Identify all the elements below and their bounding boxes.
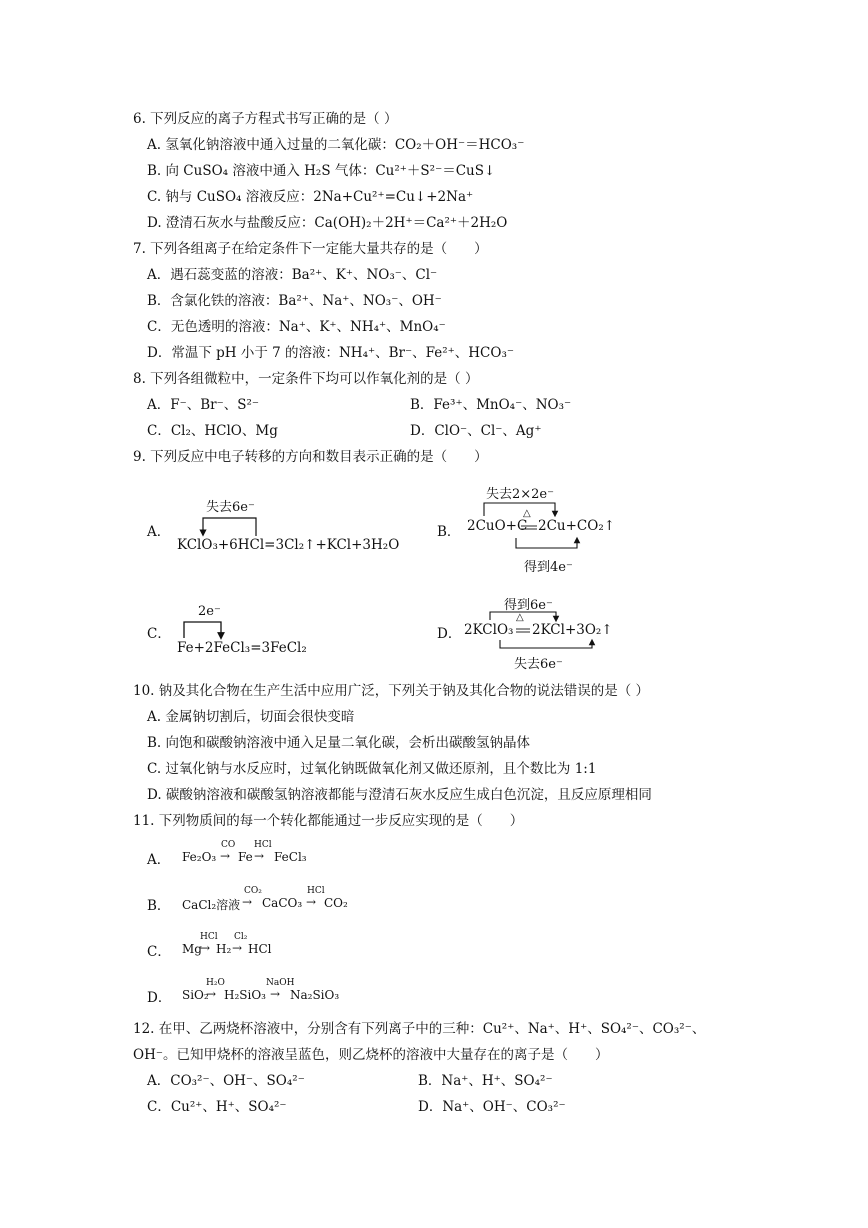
q7-option-a: A．遇石蕊变蓝的溶液：Ba²⁺、K⁺、NO₃⁻、Cl⁻	[147, 267, 438, 283]
q9-b-top-arrow	[484, 503, 555, 516]
q10-option-d: D. 碳酸钠溶液和碳酸氢钠溶液都能与澄清石灰水反应生成白色沉淀，且反应原理相同	[147, 787, 652, 803]
q9-d-top-annotation: 得到6e⁻	[504, 598, 553, 613]
q12-option-d: D．Na⁺、OH⁻、CO₃²⁻	[418, 1099, 566, 1115]
q9-stem: 9. 下列反应中电子转移的方向和数目表示正确的是（ ）	[133, 449, 488, 465]
q6-option-a: A. 氢氧化钠溶液中通入过量的二氧化碳：CO₂＋OH⁻＝HCO₃⁻	[147, 137, 525, 153]
q11-d-arrow-2: →	[270, 987, 281, 1001]
q11-a-s2: Fe	[238, 850, 253, 864]
q9-b-heat-symbol: △	[523, 508, 531, 519]
q9-a-top-annotation: 失去6e⁻	[206, 500, 255, 515]
q7-option-b: B．含氯化铁的溶液：Ba²⁺、Na⁺、NO₃⁻、OH⁻	[147, 293, 442, 309]
q11-a-r1: CO	[221, 840, 236, 850]
q11-b-r1: CO₂	[244, 886, 262, 896]
q11-c-arrow-1: →	[200, 941, 211, 955]
q12-option-a: A．CO₃²⁻、OH⁻、SO₄²⁻	[147, 1073, 305, 1089]
q11-d-s2: H₂SiO₃	[224, 988, 266, 1002]
q9-c-equation: Fe+2FeCl₃=3FeCl₂	[177, 640, 307, 656]
q11-c-arrow-2: →	[232, 941, 243, 955]
q8-stem: 8. 下列各组微粒中，一定条件下均可以作氧化剂的是（ ）	[133, 371, 479, 387]
q9-c-arrow	[184, 622, 221, 638]
q11-d-s3: Na₂SiO₃	[290, 988, 340, 1002]
q12-option-c: C．Cu²⁺、H⁺、SO₄²⁻	[147, 1099, 287, 1115]
q9-a-equation: KClO₃+6HCl=3Cl₂↑+KCl+3H₂O	[177, 537, 400, 553]
q11-d-r2: NaOH	[266, 978, 295, 988]
q11-c-s3: HCl	[248, 942, 272, 956]
q9-d-equation-left: 2KClO₃	[464, 622, 514, 638]
q11-b-arrow-1: →	[242, 895, 253, 909]
q11-b-s1: CaCl₂溶液	[182, 898, 241, 912]
q11-a-s1: Fe₂O₃	[182, 850, 217, 864]
q8-option-b: B．Fe³⁺、MnO₄⁻、NO₃⁻	[410, 397, 572, 413]
q11-b-s2: CaCO₃	[262, 896, 303, 910]
q7-option-c: C．无色透明的溶液：Na⁺、K⁺、NH₄⁺、MnO₄⁻	[147, 319, 446, 335]
q9-b-bottom-annotation: 得到4e⁻	[524, 560, 573, 575]
q11-d-label: D．	[147, 990, 172, 1006]
q6-option-d: D. 澄清石灰水与盐酸反应：Ca(OH)₂＋2H⁺＝Ca²⁺＋2H₂O	[147, 215, 508, 231]
q12-stem: 12. 在甲、乙两烧杯溶液中，分别含有下列离子中的三种：Cu²⁺、Na⁺、H⁺、SO₄²⁻、CO₃²⁻、	[133, 1021, 706, 1037]
q11-a-arrow-1: →	[220, 849, 231, 863]
q9-b-equation-left: 2CuO+C	[467, 518, 528, 534]
q9-b-equation-right: 2Cu+CO₂↑	[538, 518, 616, 534]
q6-stem: 6. 下列反应的离子方程式书写正确的是（ ）	[133, 111, 398, 127]
q8-option-d: D．ClO⁻、Cl⁻、Ag⁺	[410, 423, 542, 439]
q10-option-a: A. 金属钠切割后，切面会很快变暗	[147, 709, 355, 725]
q12-stem-continued: OH⁻。已知甲烧杯的溶液呈蓝色，则乙烧杯的溶液中大量存在的离子是（ ）	[133, 1047, 609, 1063]
q10-option-c: C. 过氧化钠与水反应时，过氧化钠既做氧化剂又做还原剂，且个数比为 1:1	[147, 761, 597, 777]
q9-b-label: B．	[437, 524, 461, 540]
q11-c-s1: Mg	[182, 942, 202, 956]
q9-d-label: D．	[437, 626, 462, 642]
q8-option-c: C．Cl₂、HClO、Mg	[147, 423, 278, 439]
q8-option-a: A．F⁻、Br⁻、S²⁻	[147, 397, 260, 413]
q11-b-label: B．	[147, 898, 171, 914]
q10-option-b: B. 向饱和碳酸钠溶液中通入足量二氧化碳，会析出碳酸氢钠晶体	[147, 735, 531, 751]
q9-a-label: A．	[147, 524, 171, 540]
q9-d-equation-right: 2KCl+3O₂↑	[532, 622, 613, 638]
q9-a-arrow	[203, 518, 256, 536]
q9-c-label: C．	[147, 626, 171, 642]
q11-a-label: A．	[147, 852, 171, 868]
q11-b-s3: CO₂	[324, 896, 348, 910]
q11-d-arrow-1: →	[206, 987, 217, 1001]
q11-stem: 11. 下列物质间的每一个转化都能通过一步反应实现的是（ ）	[133, 813, 524, 829]
q11-c-label: C．	[147, 944, 171, 960]
q11-d-s1: SiO₂	[182, 988, 209, 1002]
q11-c-r1: HCl	[200, 932, 218, 942]
q9-b-top-annotation: 失去2×2e⁻	[486, 487, 554, 502]
q9-d-bottom-annotation: 失去6e⁻	[514, 657, 563, 672]
q11-b-r2: HCl	[307, 886, 325, 896]
q11-a-arrow-2: →	[254, 849, 265, 863]
q9-d-top-arrow	[490, 612, 556, 620]
q9-d-bottom-arrow	[500, 640, 592, 648]
q11-a-r2: HCl	[254, 840, 272, 850]
q11-c-r2: Cl₂	[234, 932, 248, 942]
q9-d-heat-symbol: △	[516, 612, 524, 623]
q7-stem: 7. 下列各组离子在给定条件下一定能大量共存的是（ ）	[133, 241, 488, 257]
q6-option-b: B. 向 CuSO₄ 溶液中通入 H₂S 气体：Cu²⁺＋S²⁻＝CuS↓	[147, 163, 496, 179]
q11-c-s2: H₂	[216, 942, 232, 956]
q6-option-c: C. 钠与 CuSO₄ 溶液反应：2Na+Cu²⁺=Cu↓+2Na⁺	[147, 189, 474, 205]
q9-c-top-annotation: 2e⁻	[198, 604, 221, 619]
q10-stem: 10. 钠及其化合物在生产生活中应用广泛，下列关于钠及其化合物的说法错误的是（ ）	[133, 683, 650, 699]
q12-option-b: B．Na⁺、H⁺、SO₄²⁻	[418, 1073, 553, 1089]
q11-b-arrow-2: →	[306, 895, 317, 909]
q9-b-bottom-arrow	[516, 538, 577, 548]
q11-a-s3: FeCl₃	[274, 850, 307, 864]
q7-option-d: D．常温下 pH 小于 7 的溶液：NH₄⁺、Br⁻、Fe²⁺、HCO₃⁻	[147, 345, 514, 361]
q11-d-r1: H₂O	[206, 978, 225, 988]
